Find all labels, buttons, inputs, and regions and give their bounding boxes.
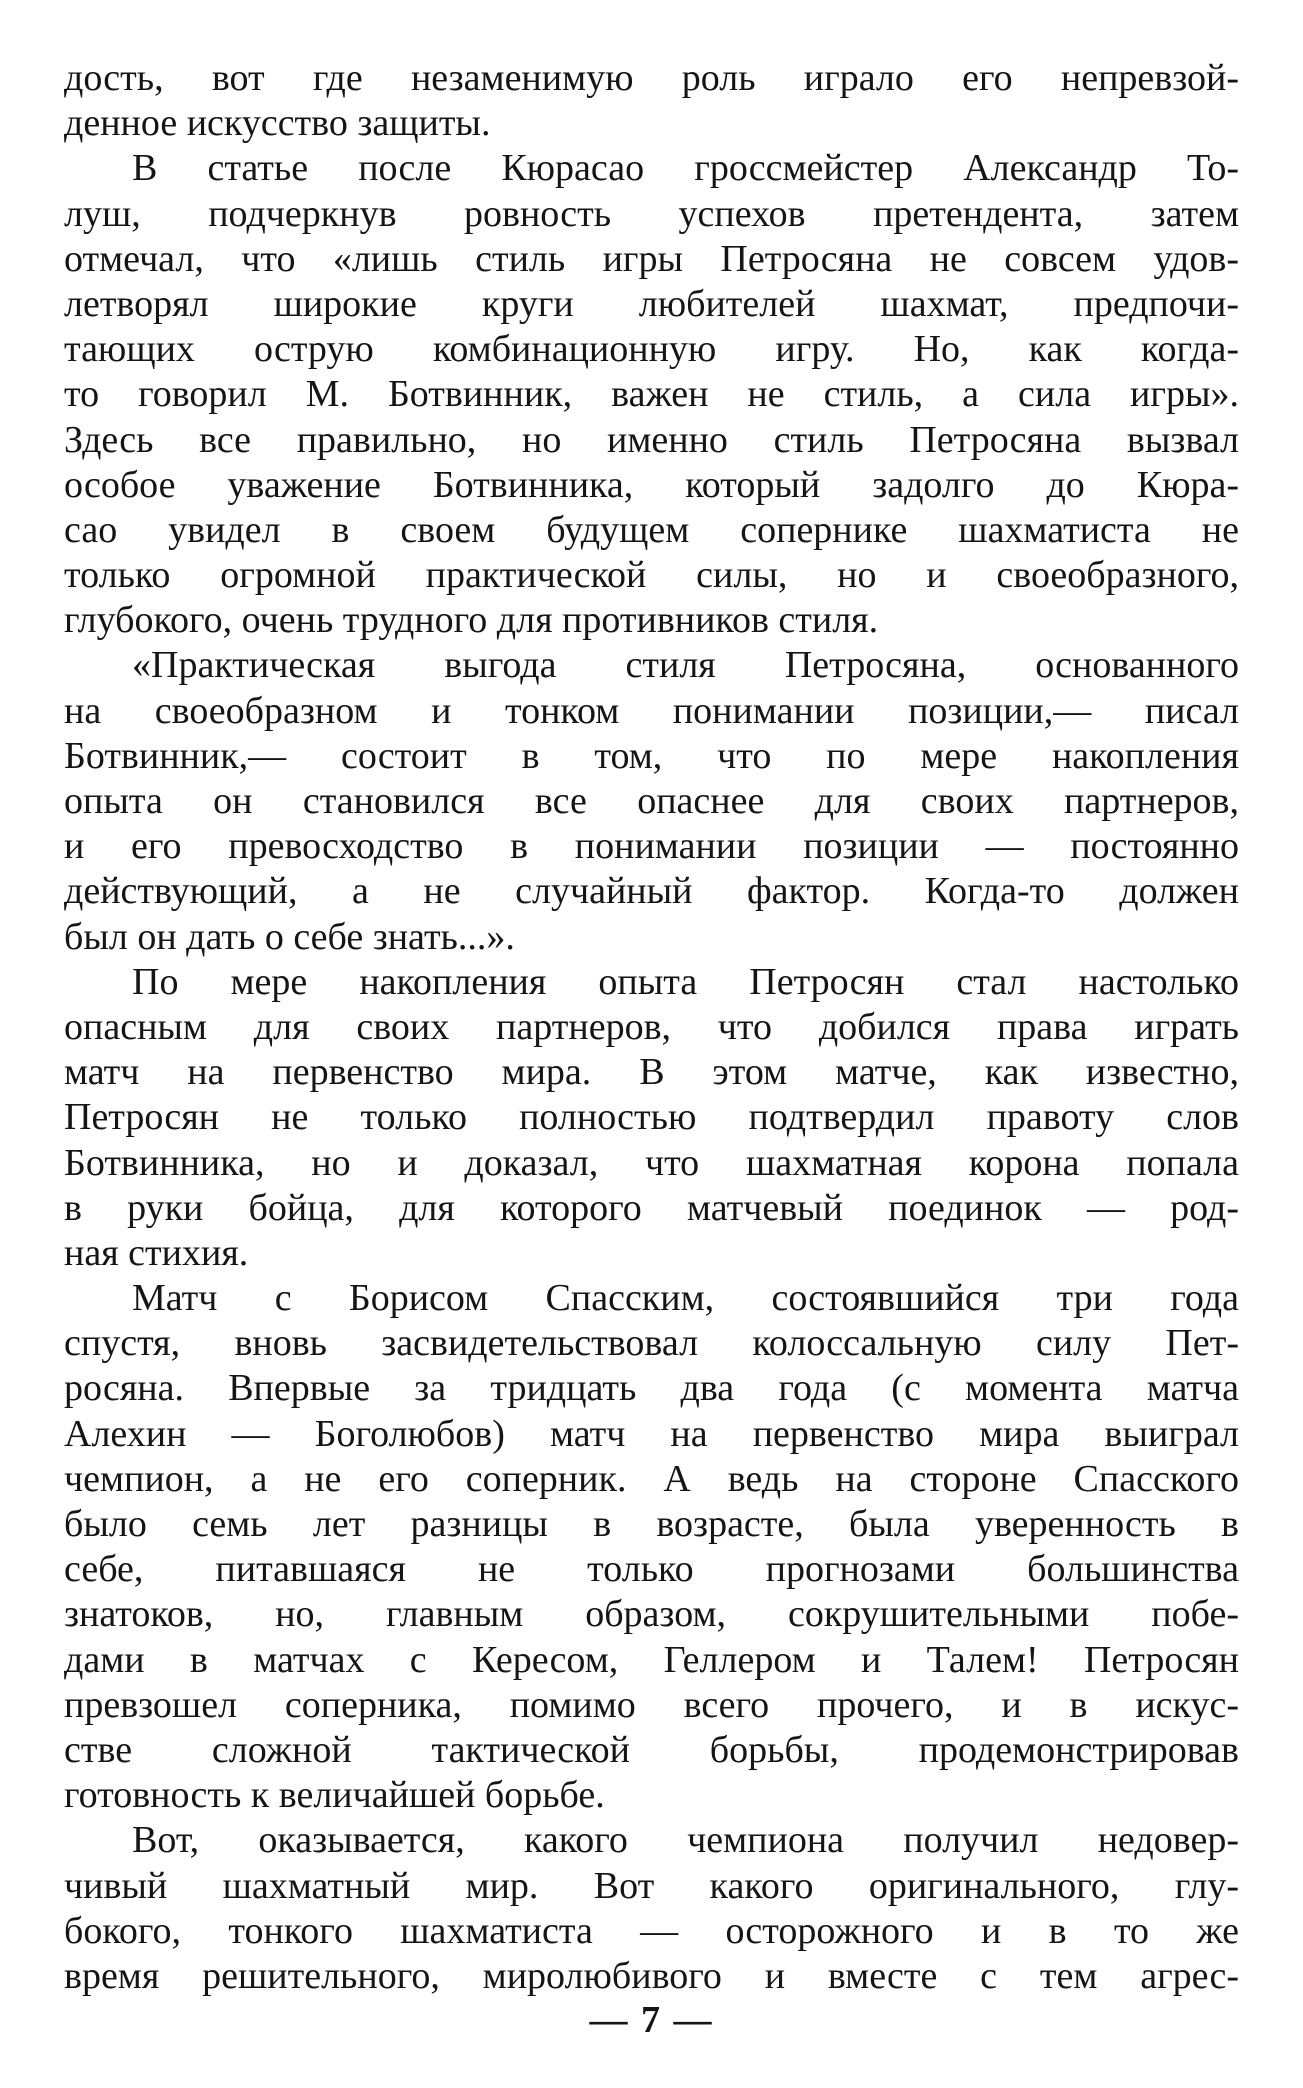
- paragraph-1: [64, 146, 1239, 643]
- text-line: сао увидел в своем будущем сопернике шахматиста не: [64, 508, 1239, 551]
- text-line: луш, подчеркнув ровность успехов претендента, затем: [64, 192, 1239, 235]
- text-line: Петросян не только полностью подтвердил правоту слов: [64, 1096, 1239, 1139]
- text-line: Алехин — Боголюбов) матч на первенство мира выиграл: [64, 1412, 1239, 1455]
- text-line: матч на первенство мира. В этом матче, как известно,: [64, 1051, 1239, 1094]
- text-line: «Практическая выгода стиля Петросяна, основанного: [132, 644, 1239, 687]
- text-line: то говорил М. Ботвинник, важен не стиль, а сила игры».: [64, 373, 1239, 416]
- text-line: чемпион, а не его соперник. А ведь на стороне Спасского: [64, 1457, 1239, 1500]
- text-line: летворял широкие круги любителей шахмат, предпочи-: [64, 282, 1239, 325]
- text-line: стве сложной тактической борьбы, продемонстрировав: [64, 1728, 1239, 1771]
- text-line: Ботвинник,— состоит в том, что по мере накопления: [64, 734, 1239, 777]
- text-line: было семь лет разницы в возрасте, была уверенность в: [64, 1503, 1239, 1545]
- text-line: чивый шахматный мир. Вот какого оригинального, глу-: [64, 1864, 1239, 1907]
- text-line: отмечал, что «лишь стиль игры Петросяна не совсем удов-: [64, 237, 1239, 280]
- text-line: Матч с Борисом Спасским, состоявшийся три года: [132, 1277, 1239, 1320]
- text-line: превзошел соперника, помимо всего прочего, и в искус-: [64, 1683, 1239, 1726]
- text-line: тающих острую комбинационную игру. Но, как когда-: [64, 328, 1239, 371]
- text-line: на своеобразном и тонком понимании позиции,— писал: [64, 689, 1239, 732]
- text-line: дами в матчах с Кересом, Геллером и Талем! Петросян: [64, 1638, 1239, 1681]
- text-line: себе, питавшаяся не только прогнозами большинства: [64, 1548, 1239, 1591]
- page-number: — 7 —: [589, 1999, 714, 2041]
- text-line: в руки бойца, для которого матчевый поединок — род-: [64, 1186, 1239, 1229]
- text-line: опасным для своих партнеров, что добился права играть: [64, 1005, 1239, 1048]
- text-line: действующий, а не случайный фактор. Когда-то должен: [64, 870, 1239, 913]
- text-line: дость, вот где незаменимую роль играло его непревзой-: [64, 57, 1239, 99]
- text-line: По мере накопления опыта Петросян стал настолько: [132, 960, 1239, 1003]
- text-line: В статье после Кюрасао гроссмейстер Александр То-: [132, 147, 1239, 190]
- paragraph-3: [64, 960, 1239, 1276]
- text-line: время решительного, миролюбивого и вместе с тем агрес-: [64, 1954, 1239, 1997]
- text-line: только огромной практической силы, но и своеобразного,: [64, 554, 1239, 597]
- text-line: денное искусство защиты.: [64, 102, 491, 145]
- page-body: [64, 56, 1239, 1999]
- text-line: Здесь все правильно, но именно стиль Петросяна вызвал: [64, 418, 1239, 461]
- paragraph-5: [64, 1818, 1239, 1999]
- text-line: глубокого, очень трудного для противников стиля.: [64, 599, 879, 642]
- text-line: знатоков, но, главным образом, сокрушительными побе-: [64, 1593, 1239, 1636]
- paragraph-4: [64, 1276, 1239, 1818]
- text-line: опыта он становился все опаснее для своих партнеров,: [64, 780, 1239, 822]
- text-line: и его превосходство в понимании позиции — постоянно: [64, 825, 1239, 868]
- text-line: спустя, вновь засвидетельствовал колоссальную силу Пет-: [64, 1322, 1239, 1365]
- text-line: Вот, оказывается, какого чемпиона получил недовер-: [132, 1819, 1239, 1862]
- paragraph-2: [64, 643, 1239, 959]
- text-line: готовность к величайшей борьбе.: [64, 1774, 605, 1817]
- text-line: ная стихия.: [64, 1231, 249, 1274]
- paragraph-0: [64, 56, 1239, 146]
- text-line: бокого, тонкого шахматиста — осторожного и в то же: [64, 1909, 1239, 1952]
- text-line: росяна. Впервые за тридцать два года (с момента матча: [64, 1367, 1239, 1410]
- text-line: был он дать о себе знать...».: [64, 915, 515, 958]
- text-line: особое уважение Ботвинника, который задолго до Кюра-: [64, 463, 1239, 506]
- text-line: Ботвинника, но и доказал, что шахматная корона попала: [64, 1141, 1239, 1184]
